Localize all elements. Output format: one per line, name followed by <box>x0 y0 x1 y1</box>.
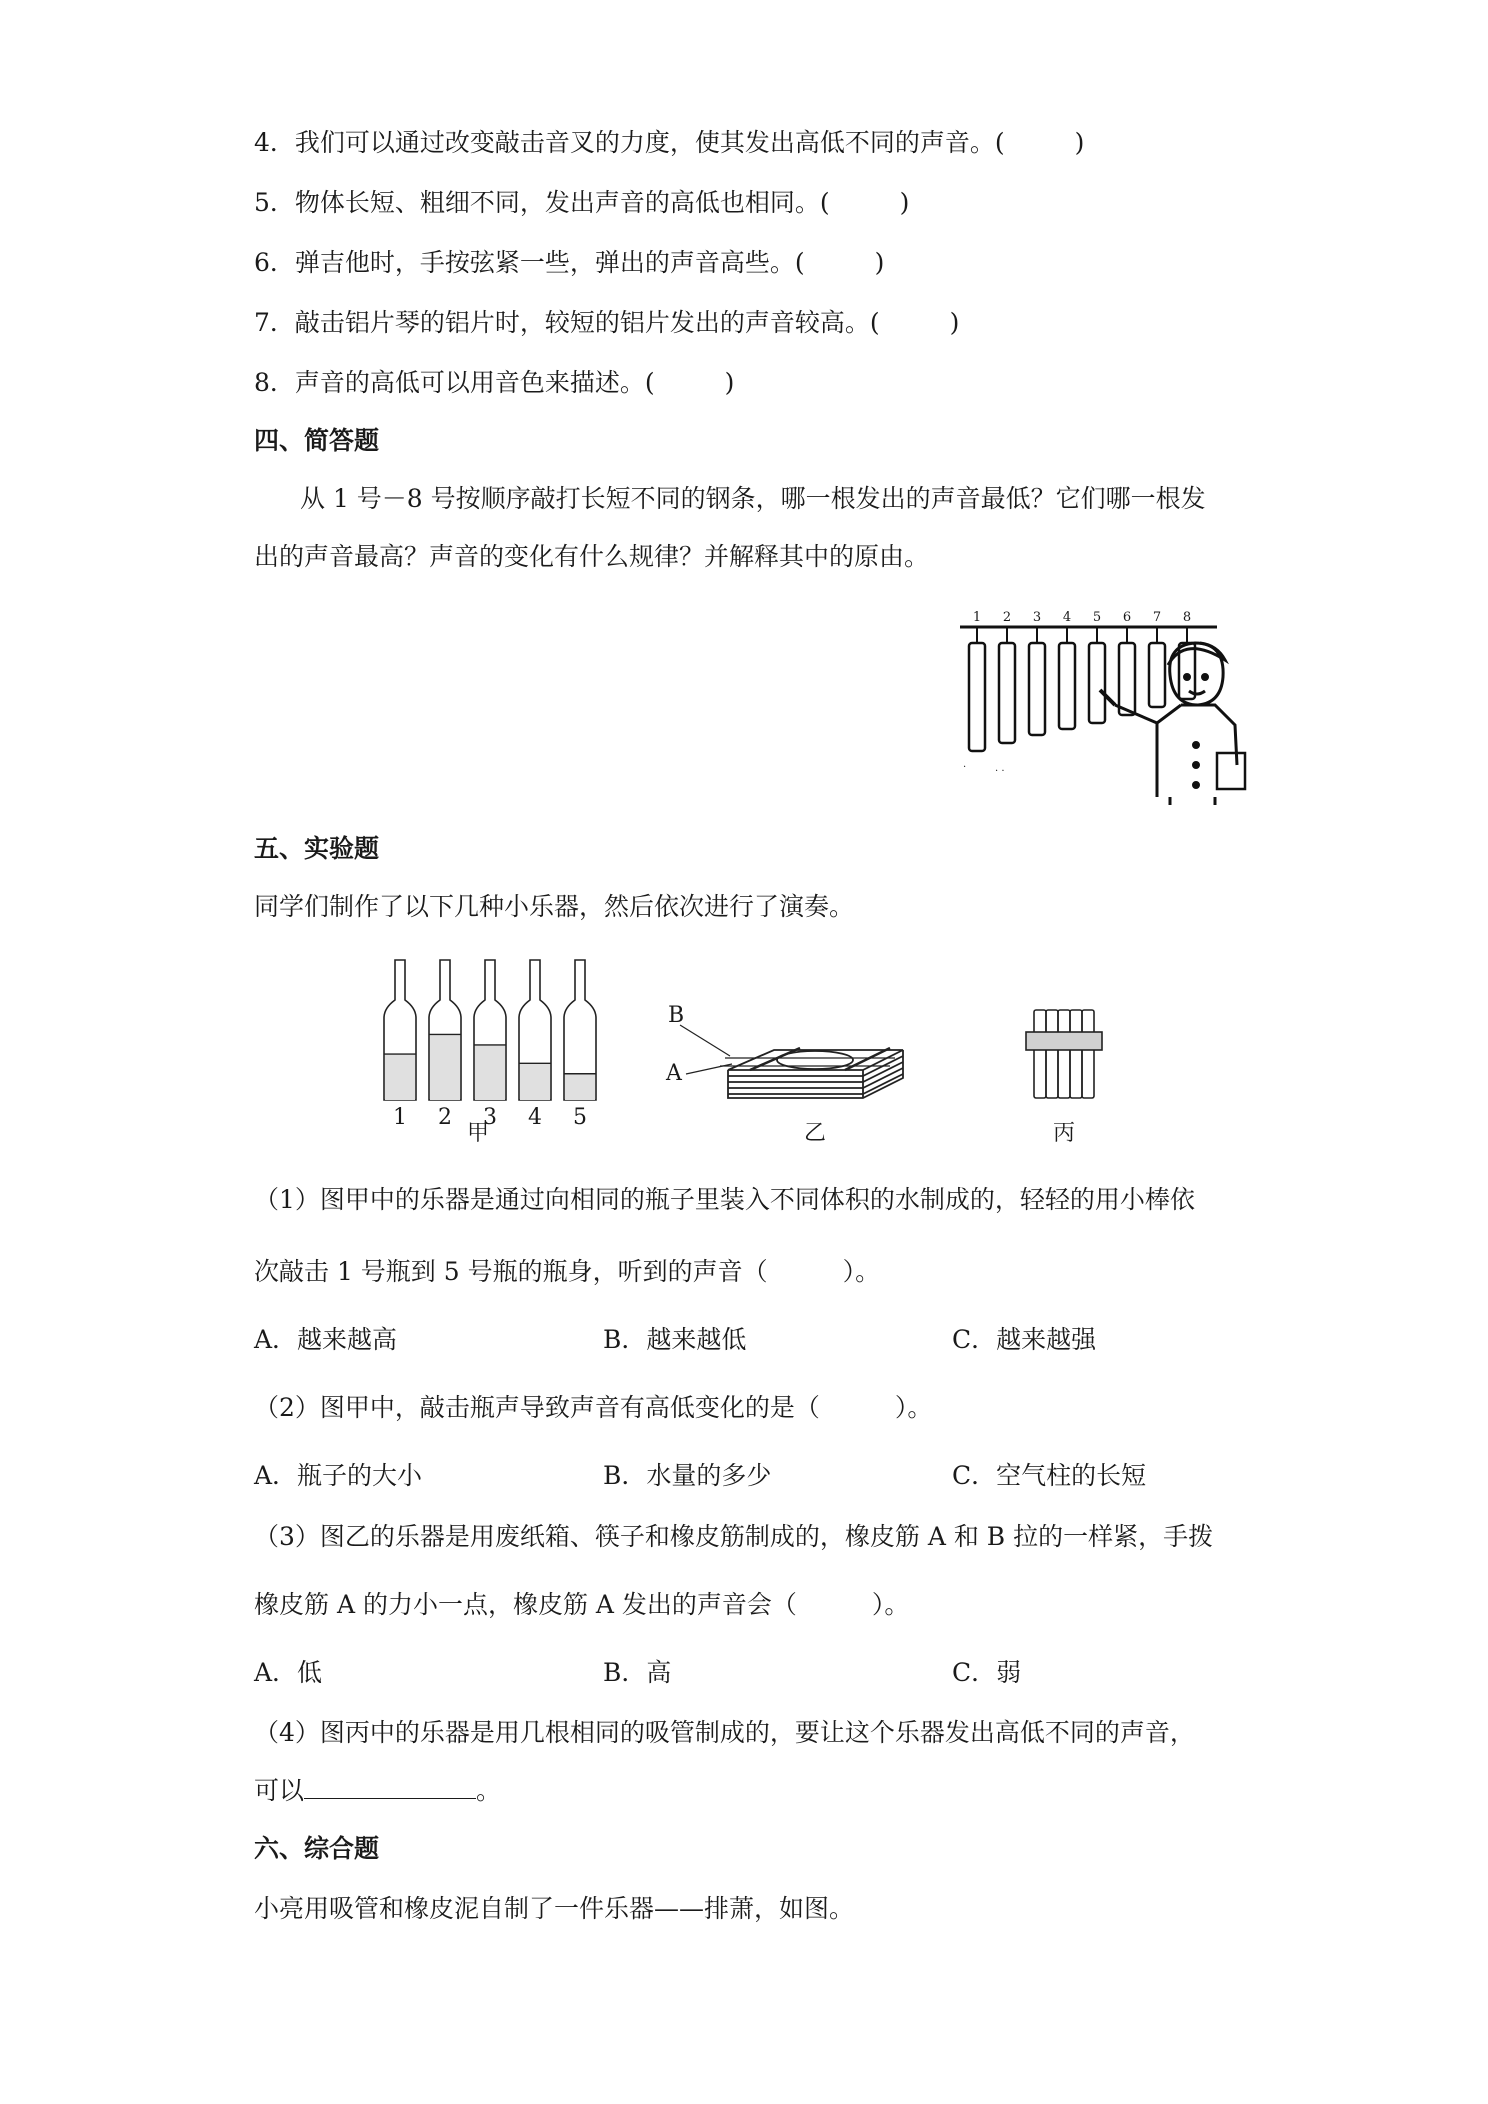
q3-option-c[interactable]: C．弱 <box>952 1658 1022 1687</box>
q4-answer-blank[interactable] <box>304 1774 476 1799</box>
judge-close: ) <box>1074 128 1085 157</box>
q2-option-b[interactable]: B．水量的多少 <box>603 1461 772 1490</box>
bar-number: 3 <box>1032 610 1042 625</box>
bottle-water <box>385 1054 415 1100</box>
judge-text: 6．弹吉他时，手按弦紧一些，弹出的声音高些。( <box>254 248 805 277</box>
figure-label-yi: 乙 <box>803 1121 827 1146</box>
q4-suffix: 。 <box>476 1776 502 1805</box>
instruments-figure <box>370 950 1150 1150</box>
steel-bar <box>999 643 1015 743</box>
instruments-svg <box>370 950 1150 1150</box>
svg-text:.: . <box>963 759 967 770</box>
steel-bar <box>1119 643 1135 715</box>
q2-option-a[interactable]: A．瓶子的大小 <box>254 1461 423 1490</box>
q1-option-a[interactable]: A．越来越高 <box>254 1325 398 1354</box>
judge-item-7 <box>254 306 959 340</box>
bottle-number: 1 <box>393 1105 407 1130</box>
section-4-para-line2: 出的声音最高？声音的变化有什么规律？并解释其中的原由。 <box>254 542 930 571</box>
bottle-number: 3 <box>483 1105 497 1130</box>
judge-close: ) <box>949 308 960 337</box>
bar-number: 8 <box>1182 610 1192 625</box>
bottle-water <box>565 1074 595 1100</box>
bottle-water <box>475 1045 505 1100</box>
bottle-water <box>430 1034 460 1100</box>
q2-option-c[interactable]: C．空气柱的长短 <box>952 1461 1147 1490</box>
judge-text: 4．我们可以通过改变敲击音叉的力度，使其发出高低不同的声音。( <box>254 128 1005 157</box>
rubber-band-label-b: B <box>668 1003 685 1028</box>
judge-close: ) <box>724 368 735 397</box>
steel-bar <box>1089 643 1105 723</box>
steel-bars-svg <box>955 605 1255 805</box>
q3-option-a[interactable]: A．低 <box>254 1658 323 1687</box>
section-6-title: 六、综合题 <box>254 1834 380 1863</box>
steel-bar <box>1149 643 1165 707</box>
section-4-title: 四、简答题 <box>254 426 380 455</box>
q3-line1: （3）图乙的乐器是用废纸箱、筷子和橡皮筋制成的，橡皮筋 A 和 B 拉的一样紧，手拨 <box>254 1522 1214 1551</box>
q4-prefix: 可以 <box>254 1776 305 1805</box>
judge-text: 7．敲击铝片琴的铝片时，较短的铝片发出的声音较高。( <box>254 308 880 337</box>
bottle-water <box>520 1063 550 1100</box>
figure-label-jia: 甲 <box>466 1121 490 1146</box>
judge-close: ) <box>874 248 885 277</box>
q1-line1: （1）图甲中的乐器是通过向相同的瓶子里装入不同体积的水制成的，轻轻的用小棒依 <box>254 1185 1195 1214</box>
judge-item-4 <box>254 126 1084 160</box>
q4-line1: （4）图丙中的乐器是用几根相同的吸管制成的，要让这个乐器发出高低不同的声音， <box>254 1718 1195 1747</box>
judge-text: 8．声音的高低可以用音色来描述。( <box>254 368 655 397</box>
rubber-band-label-a: A <box>666 1061 682 1086</box>
judge-item-6 <box>254 246 884 280</box>
q3-line2: 橡皮筋 A 的力小一点，橡皮筋 A 发出的声音会（ ）。 <box>254 1590 910 1619</box>
bottle-number: 2 <box>438 1105 452 1130</box>
judge-item-5 <box>254 186 909 220</box>
bottle-number: 4 <box>528 1105 542 1130</box>
q1-option-c[interactable]: C．越来越强 <box>952 1325 1097 1354</box>
q2-line1: （2）图甲中，敲击瓶声导致声音有高低变化的是（ ）。 <box>254 1393 933 1422</box>
section-5-intro: 同学们制作了以下几种小乐器，然后依次进行了演奏。 <box>254 892 855 921</box>
bar-number: 4 <box>1062 610 1072 625</box>
bar-number: 2 <box>1002 610 1012 625</box>
q4-line2 <box>254 1774 501 1808</box>
judge-close: ) <box>899 188 910 217</box>
steel-bar <box>1059 643 1075 729</box>
rubber-band-box-icon <box>680 1025 903 1098</box>
section-6-intro: 小亮用吸管和橡皮泥自制了一件乐器——排萧，如图。 <box>254 1894 855 1923</box>
judge-item-8 <box>254 366 734 400</box>
bar-number: 6 <box>1122 610 1132 625</box>
figure-label-bing: 丙 <box>1052 1121 1076 1146</box>
section-5-title: 五、实验题 <box>254 834 380 863</box>
straw-pipes-icon <box>1026 1010 1102 1098</box>
section-4-para-line1: 从 1 号－8 号按顺序敲打长短不同的钢条，哪一根发出的声音最低？它们哪一根发 <box>300 484 1206 513</box>
bottle-number: 5 <box>573 1105 587 1130</box>
judge-text: 5．物体长短、粗细不同，发出声音的高低也相同。( <box>254 188 830 217</box>
svg-text:. .: . . <box>995 763 1005 774</box>
steel-bar <box>969 643 985 751</box>
steel-bar <box>1029 643 1045 735</box>
q3-option-b[interactable]: B．高 <box>603 1658 672 1687</box>
bar-number: 5 <box>1092 610 1102 625</box>
steel-bars-figure <box>955 605 1255 805</box>
bar-number: 1 <box>972 610 982 625</box>
q1-option-b[interactable]: B．越来越低 <box>603 1325 747 1354</box>
bar-number: 7 <box>1152 610 1162 625</box>
q1-line2: 次敲击 1 号瓶到 5 号瓶的瓶身，听到的声音（ ）。 <box>254 1257 881 1286</box>
